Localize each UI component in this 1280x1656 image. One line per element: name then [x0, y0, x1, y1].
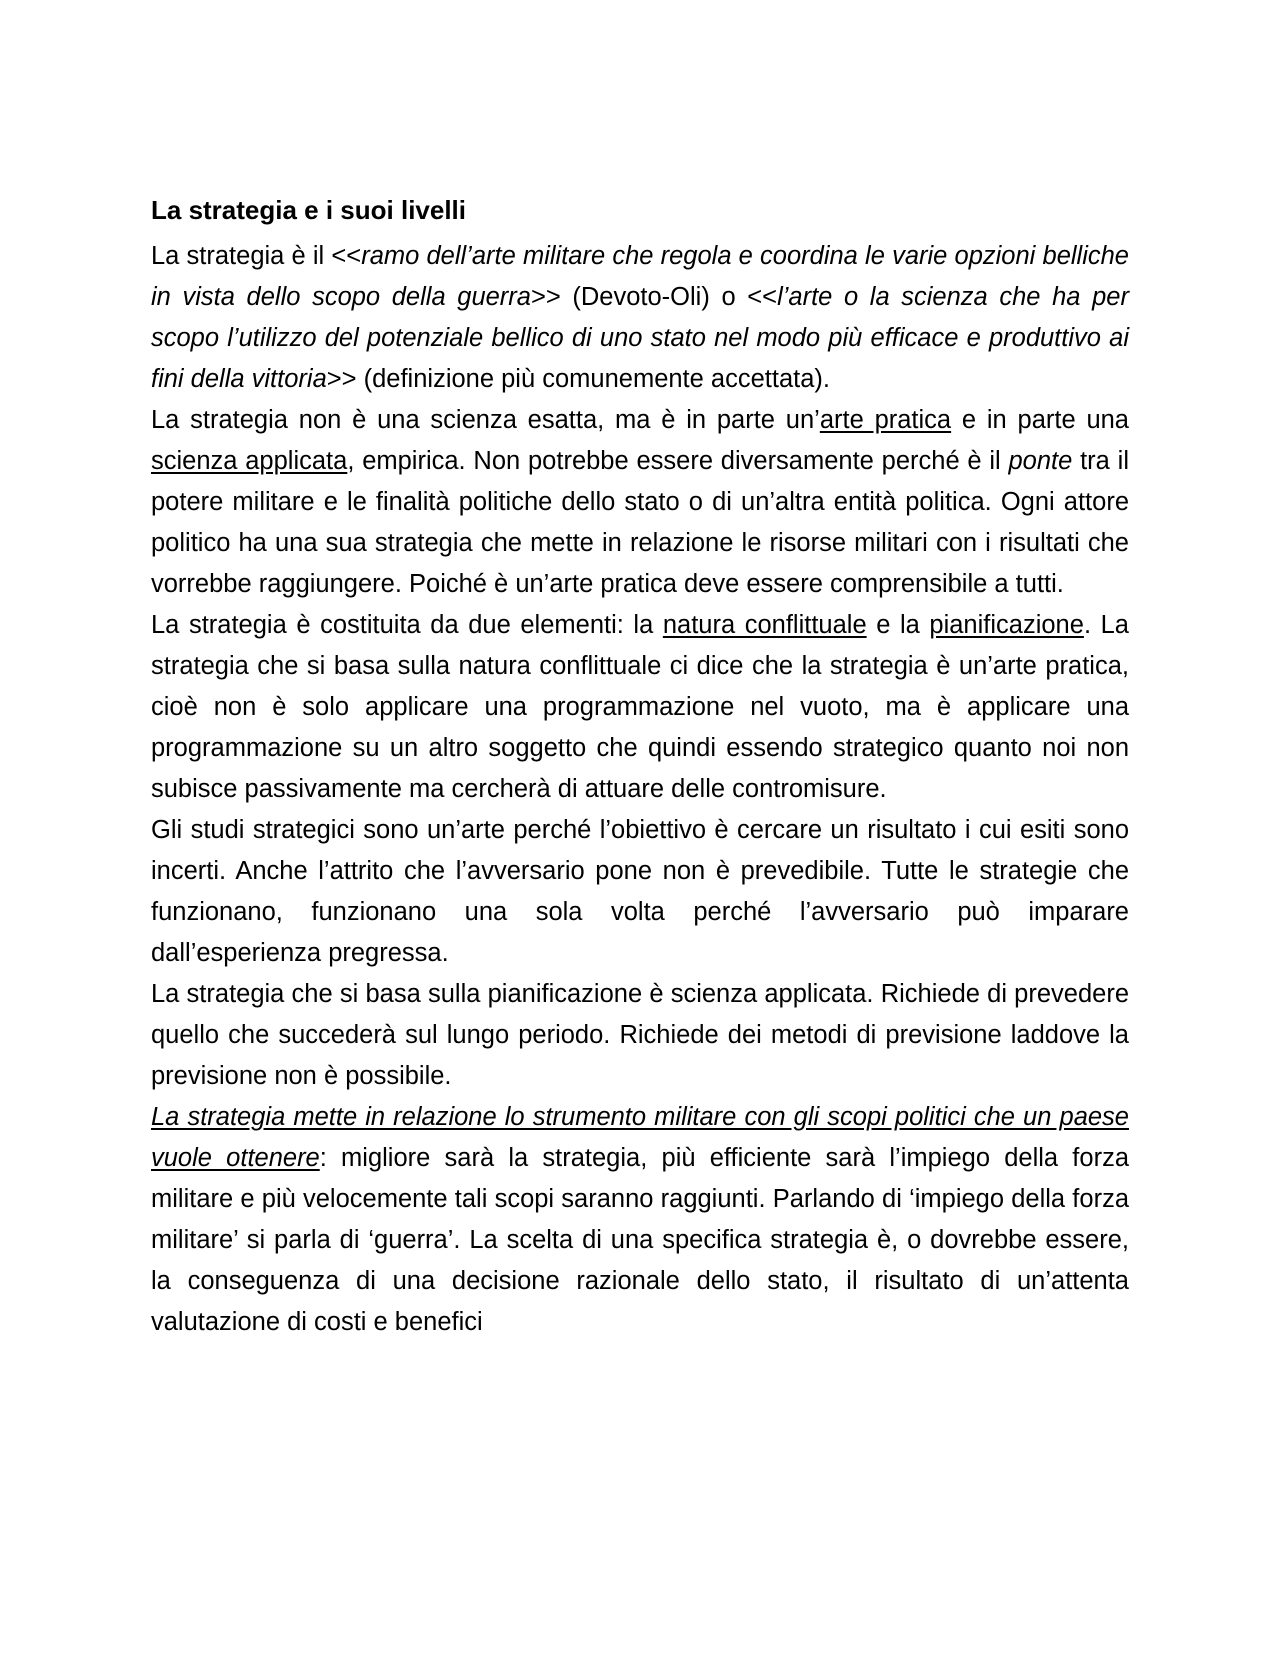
- underlined-term-pianificazione: pianificazione: [929, 611, 1084, 639]
- underlined-term-scienza-applicata: scienza applicata: [151, 447, 348, 475]
- text-run: , empirica. Non potrebbe essere diversamente perché è il: [347, 447, 1009, 475]
- text-run: e la: [866, 611, 930, 639]
- quote-devoto-oli: ramo dell’arte militare che regola e coordina le varie opzioni belliche in vista dello scopo della guerra: [151, 242, 1129, 311]
- document-page: [151, 190, 1129, 1343]
- paragraph-elements: [151, 605, 1129, 810]
- text-run: La strategia non è una scienza esatta, ma è in parte un’: [151, 406, 820, 434]
- text-run: : migliore sarà la strategia, più efficiente sarà l’impiego della forza militare e più velocemente tali scopi saranno raggiunti. Parlando di ‘impiego della forza militare’ si parla di ‘guerra’. La scelta di una specifica strategia è, o dovrebbe essere, la conseguenza di una decisione razionale dello stato, il risultato di un’attenta valutazione di costi e benefici: [151, 1144, 1129, 1336]
- underlined-term-arte-pratica: arte pratica: [819, 406, 952, 434]
- text-run: La strategia è costituita da due elementi: la: [151, 611, 663, 639]
- paragraph-planning: La strategia che si basa sulla pianificazione è scienza applicata. Richiede di prevedere quello che succederà sul lungo periodo. Richiede dei metodi di previsione laddove la previsione non è possibile.: [151, 980, 1129, 1090]
- underlined-term-natura-conflittuale: natura conflittuale: [662, 611, 867, 639]
- section-title: La strategia e i suoi livelli: [151, 195, 467, 225]
- text-run: >> (definizione più comunemente accettata).: [326, 365, 830, 393]
- paragraph-strategic-studies: Gli studi strategici sono un’arte perché l’obiettivo è cercare un risultato i cui esiti sono incerti. Anche l’attrito che l’avversario pone non è prevedibile. Tutte le strategie che funzionano, funzionano una sola volta perché l’avversario può imparare dall’esperienza pregressa.: [151, 816, 1129, 967]
- italic-term-ponte: ponte: [1008, 447, 1073, 475]
- paragraph-art-science: [151, 400, 1129, 605]
- quote-common-definition: l’arte o la scienza che ha per scopo l’utilizzo del potenziale bellico di uno stato nel modo più efficace e produttivo ai fini della vittoria: [151, 283, 1129, 393]
- text-run: >> (Devoto-Oli) o <<: [530, 283, 778, 311]
- text-run: La strategia è il <<: [151, 242, 362, 270]
- key-statement: La strategia mette in relazione lo strumento militare con gli scopi politici che un paese vuole ottenere: [151, 1103, 1129, 1172]
- text-run: tra il potere militare e le finalità politiche dello stato o di un’altra entità politica. Ogni attore politico ha una sua strategia che mette in relazione le risorse militari con i risultati che vorrebbe raggiungere. Poiché è un’arte pratica deve essere comprensibile a tutti.: [151, 447, 1129, 598]
- text-run: e in parte una: [951, 406, 1129, 434]
- paragraph-definition: [151, 236, 1129, 400]
- paragraph-military-political: [151, 1097, 1129, 1343]
- text-run: . La strategia che si basa sulla natura conflittuale ci dice che la strategia è un’arte pratica, cioè non è solo applicare una programmazione nel vuoto, ma è applicare una programmazione su un altro soggetto che quindi essendo strategico quanto noi non subisce passivamente ma cercherà di attuare delle contromisure.: [151, 611, 1129, 803]
